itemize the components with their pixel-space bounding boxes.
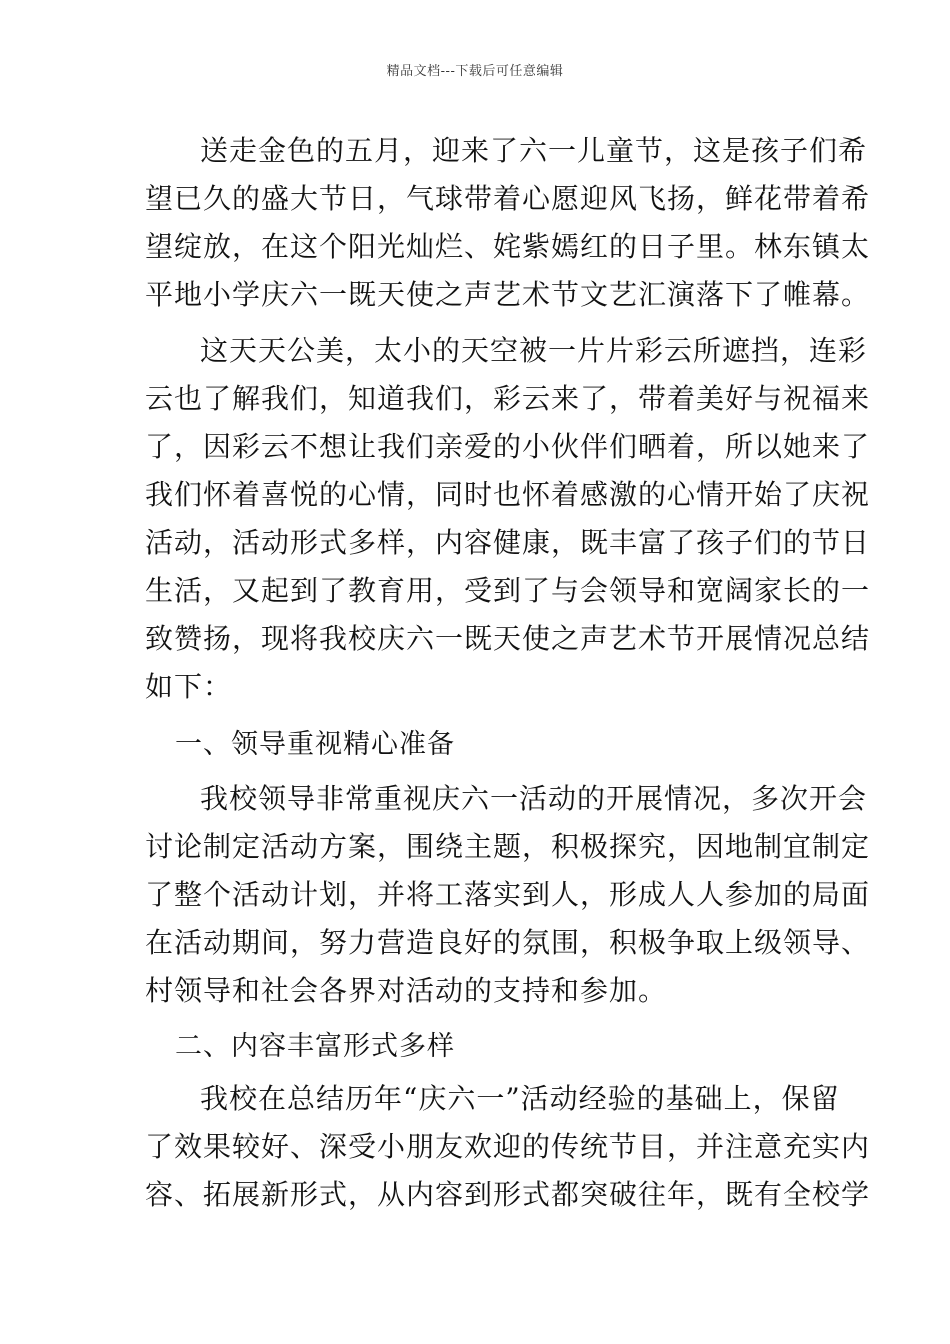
paragraph-line: 云也了解我们，知道我们，彩云来了，带着美好与祝福来: [145, 382, 871, 415]
paragraph-line: 致赞扬，现将我校庆六一既天使之声艺术节开展情况总结: [145, 622, 871, 655]
paragraph-line: 活动，活动形式多样，内容健康，既丰富了孩子们的节日: [145, 526, 871, 559]
section-heading: 一、领导重视精心准备: [175, 729, 455, 760]
paragraph-line: 了效果较好、深受小朋友欢迎的传统节目，并注意充实内: [145, 1130, 871, 1163]
paragraph-line: 了整个活动计划，并将工落实到人，形成人人参加的局面: [145, 878, 871, 911]
paragraph-line: 我校领导非常重视庆六一活动的开展情况，多次开会: [200, 782, 868, 815]
paragraph-line: 送走金色的五月，迎来了六一儿童节，这是孩子们希: [200, 134, 868, 167]
paragraph-line: 如下：: [145, 670, 233, 703]
paragraph-line: 望绽放，在这个阳光灿烂、姹紫嫣红的日子里。林东镇太: [145, 230, 871, 263]
paragraph-line: 我们怀着喜悦的心情，同时也怀着感激的心情开始了庆祝: [145, 478, 871, 511]
paragraph-line: 望已久的盛大节日，气球带着心愿迎风飞扬，鲜花带着希: [145, 182, 871, 215]
paragraph-line: 这天天公美，太小的天空被一片片彩云所遮挡，连彩: [200, 334, 868, 367]
paragraph-line: 村领导和社会各界对活动的支持和参加。: [145, 974, 668, 1007]
paragraph-line: 在活动期间，努力营造良好的氛围，积极争取上级领导、: [145, 926, 871, 959]
paragraph-line: 了，因彩云不想让我们亲爱的小伙伴们晒着，所以她来了: [145, 430, 871, 463]
paragraph-line: 讨论制定活动方案，围绕主题，积极探究，因地制宜制定: [145, 830, 871, 863]
paragraph-line: 平地小学庆六一既天使之声艺术节文艺汇演落下了帷幕。: [145, 278, 871, 311]
paragraph-line: 我校在总结历年“庆六一”活动经验的基础上，保留: [200, 1082, 840, 1115]
paragraph-line: 容、拓展新形式，从内容到形式都突破往年，既有全校学: [145, 1178, 871, 1211]
paragraph-line: 生活，又起到了教育用，受到了与会领导和宽阔家长的一: [145, 574, 871, 607]
page-header: 精品文档---下载后可任意编辑: [386, 64, 564, 79]
section-heading: 二、内容丰富形式多样: [175, 1031, 455, 1062]
